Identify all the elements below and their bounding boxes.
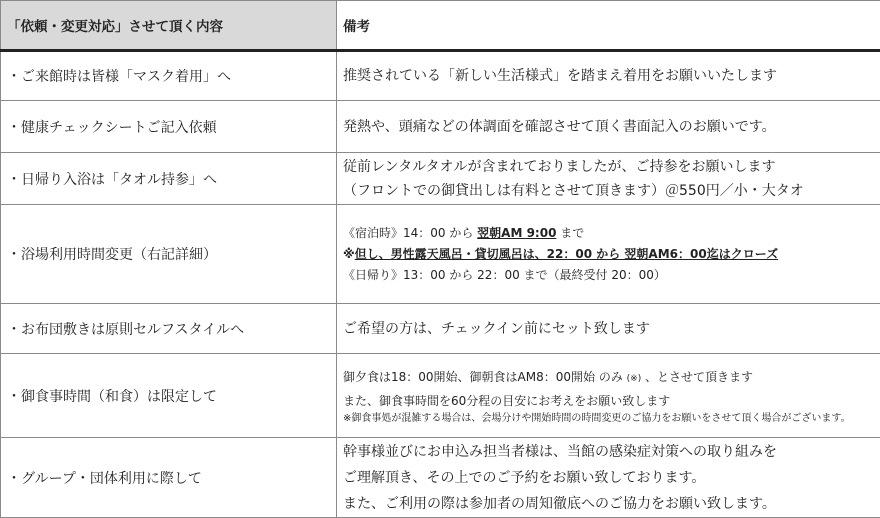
header-contents: 「依頼・変更対応」させて頂く内容	[1, 1, 337, 51]
row-note-futon: ご希望の方は、チェックイン前にセット致します	[337, 304, 880, 354]
table-row	[1, 304, 880, 354]
bath-stay-hours	[343, 223, 880, 244]
bath-closure-warning	[343, 244, 880, 265]
meal-footnote: ※御食事処が混雑する場合は、会場分けや開始時間の時間変更のご協力をお願いをさせて頂く場合がございます。	[343, 412, 880, 426]
row-item-bath-hours: ・浴場利用時間変更（右記詳細）	[1, 205, 337, 304]
table-row	[1, 101, 880, 153]
bath-daytrip-hours: 《日帰り》13：00 から 22：00 まで（最終受付 20：00）	[343, 265, 880, 286]
table-row	[1, 153, 880, 205]
header-remarks: 備考	[337, 1, 880, 51]
meal-line-2: また、御食事時間を60分程の目安にお考えをお願い致します	[343, 390, 880, 412]
row-note-health-check: 発熱や、頭痛などの体調面を確認させて頂く書面記入のお願いです。	[337, 101, 880, 153]
row-item-group-use: ・グループ・団体利用に際して	[1, 438, 337, 518]
table-row	[1, 438, 880, 518]
meal-note-mark: (※)	[627, 374, 642, 384]
row-note-mask: 推奨されている「新しい生活様式」を踏まえ着用をお願いいたします	[337, 51, 880, 101]
row-item-towel: ・日帰り入浴は「タオル持参」へ	[1, 153, 337, 205]
group-line-3: また、ご利用の際は参加者の周知徹底へのご協力をお願い致します。	[343, 491, 880, 517]
bath-stay-suffix: まで	[556, 226, 584, 240]
towel-note-line-2: （フロントでの御貸出しは有料とさせて頂きます）＠550円／小・大タオ	[343, 179, 880, 203]
table-row	[1, 205, 880, 304]
row-item-meal-times: ・御食事時間（和食）は限定して	[1, 354, 337, 438]
bath-closure-text: 但し、男性露天風呂・貸切風呂は、22：00 から 翌朝AM6：00迄はクローズ	[355, 247, 778, 261]
meal-line-1	[343, 366, 880, 390]
row-note-towel	[337, 153, 880, 205]
table-row	[1, 354, 880, 438]
group-line-2: ご理解頂き、その上でのご予約をお願い致しております。	[343, 465, 880, 491]
table-row	[1, 51, 880, 101]
row-item-mask: ・ご来館時は皆様「マスク着用」へ	[1, 51, 337, 101]
table-header-row	[1, 1, 880, 51]
group-line-1: 幹事様並びにお申込み担当者様は、当館の感染症対策への取り組みを	[343, 439, 880, 465]
towel-note-line-1: 従前レンタルタオルが含まれておりましたが、ご持参をお願いします	[343, 155, 880, 179]
row-note-group-use	[337, 438, 880, 518]
row-note-meal-times	[337, 354, 880, 438]
warning-mark: ※	[343, 247, 355, 261]
meal-line-1-main: 御夕食は18：00開始、御朝食はAM8：00開始 のみ	[343, 370, 627, 384]
row-note-bath-hours	[337, 205, 880, 304]
bath-stay-prefix: 《宿泊時》14：00 から	[343, 226, 477, 240]
bath-stay-end-time: 翌朝AM 9:00	[477, 226, 556, 240]
row-item-health-check: ・健康チェックシートご記入依頼	[1, 101, 337, 153]
meal-line-1-tail: 、とさせて頂きます	[641, 370, 753, 384]
row-item-futon: ・お布団敷きは原則セルフスタイルへ	[1, 304, 337, 354]
